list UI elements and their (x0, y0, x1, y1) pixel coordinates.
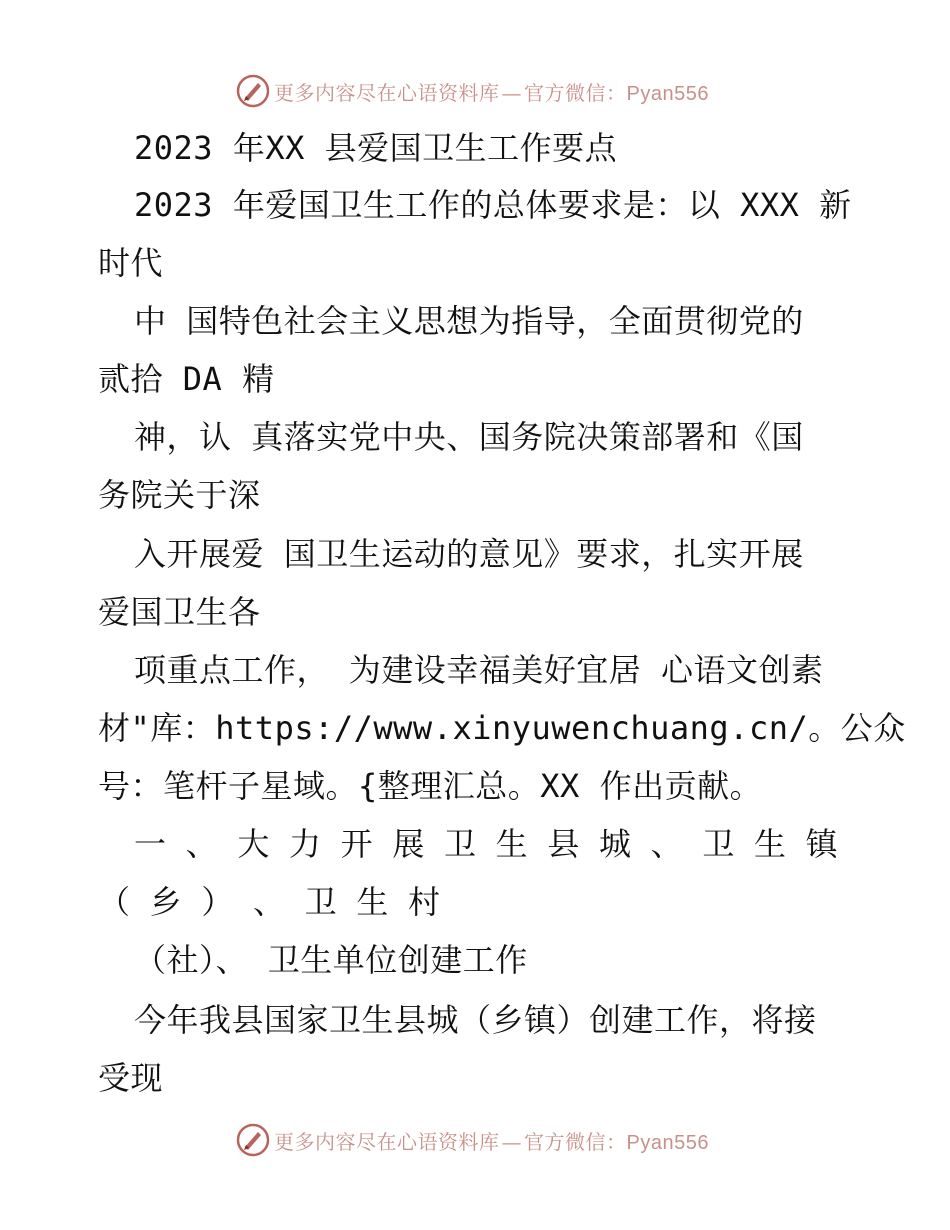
doc-line: 神，认 真落实党中央、国务院决策部署和《国 (134, 418, 804, 456)
doc-line: 务院关于深 (98, 476, 261, 514)
banner-wechat-id: Pyan556 (626, 1131, 709, 1154)
doc-line: 入开展爱 国卫生运动的意见》要求，扎实开展 (134, 535, 804, 573)
section-heading-cont: （社）、 卫生单位创建工作 (134, 941, 528, 979)
logo-icon (236, 1123, 270, 1157)
section-heading: 一 、 大 力 开 展 卫 生 县 城 、 卫 生 镇 (134, 825, 838, 863)
banner-separator: — (501, 80, 522, 105)
logo-icon (236, 74, 270, 108)
doc-line: 受现 (98, 1059, 164, 1097)
doc-title: 2023 年XX 县爱国卫生工作要点 (134, 129, 618, 167)
doc-line: 中 国特色社会主义思想为指导，全面贯彻党的 (134, 302, 804, 340)
section-heading-cont: （ 乡 ） 、 卫 生 村 (98, 883, 441, 921)
banner-text (274, 77, 709, 106)
doc-line: 贰拾 DA 精 (98, 360, 275, 398)
header-banner (236, 73, 709, 109)
banner-wechat-id: Pyan556 (626, 82, 709, 105)
banner-separator: — (501, 1129, 522, 1154)
doc-line: 材"库：https://www.xinyuwenchuang.cn/。公众 (98, 709, 906, 747)
doc-line: 号：笔杆子星域。{整理汇总。XX 作出贡献。 (98, 767, 763, 805)
banner-wechat-label: 官方微信： (524, 80, 627, 105)
doc-line: 时代 (98, 244, 164, 282)
doc-line: 项重点工作， 为建设幸福美好宜居 心语文创素 (134, 651, 824, 689)
banner-site-name: 更多内容尽在心语资料库 (274, 80, 500, 105)
doc-line: 2023 年爱国卫生工作的总体要求是：以 XXX 新 (134, 186, 852, 224)
doc-line: 今年我县国家卫生县城（乡镇）创建工作，将接 (134, 1001, 817, 1039)
doc-line: 爱国卫生各 (98, 593, 261, 631)
banner-site-name: 更多内容尽在心语资料库 (274, 1129, 500, 1154)
banner-wechat-label: 官方微信： (524, 1129, 627, 1154)
banner-text (274, 1126, 709, 1155)
footer-banner (236, 1122, 709, 1158)
